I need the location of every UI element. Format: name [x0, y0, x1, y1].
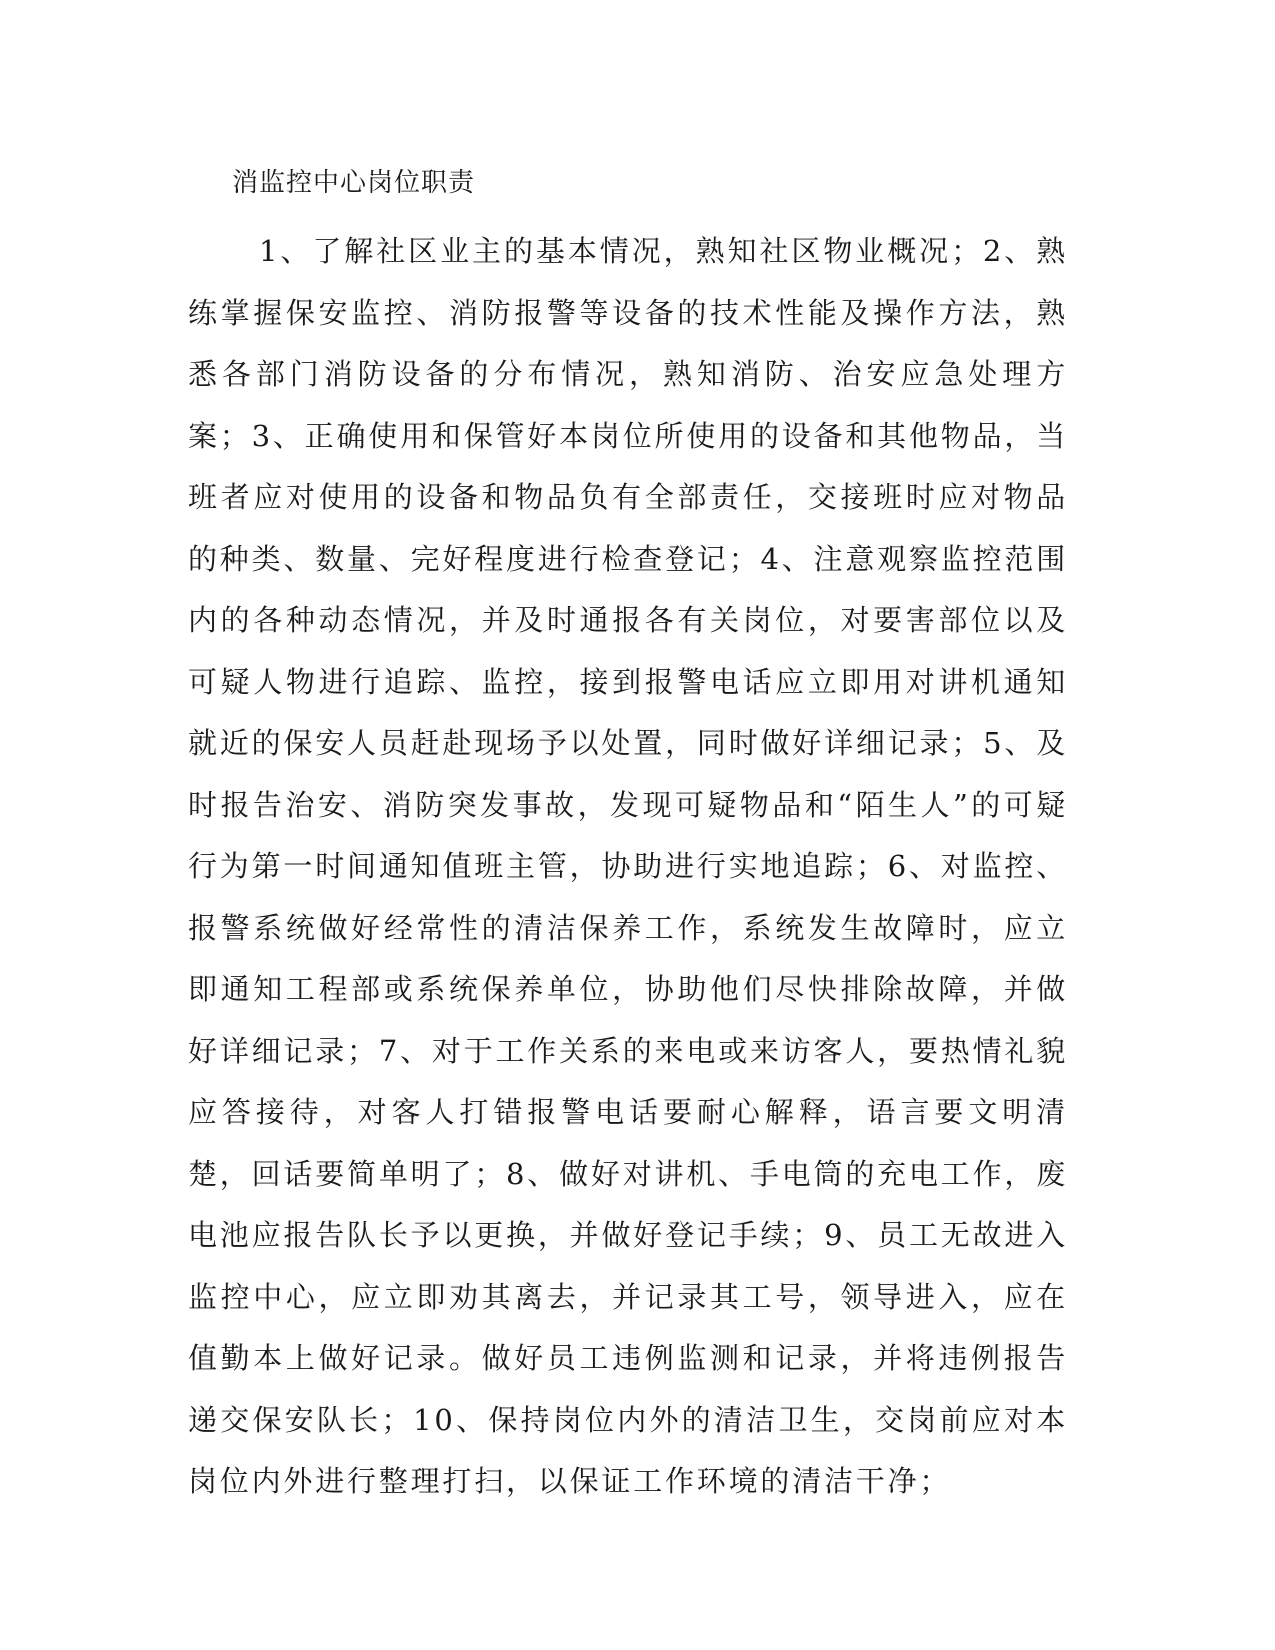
- document-body-paragraph: 1、了解社区业主的基本情况，熟知社区物业概况；2、熟练掌握保安监控、消防报警等设备的技术性能及操作方法，熟悉各部门消防设备的分布情况，熟知消防、治安应急处理方案；3、正确使用和保管好本岗位所使用的设备和其他物品，当班者应对使用的设备和物品负有全部责任，交接班时应对物品的种类、数量、完好程度进行检查登记；4、注意观察监控范围内的各种动态情况，并及时通报各有关岗位，对要害部位以及可疑人物进行追踪、监控，接到报警电话应立即用对讲机通知就近的保安人员赶赴现场予以处置，同时做好详细记录；5、及时报告治安、消防突发事故，发现可疑物品和“陌生人”的可疑行为第一时间通知值班主管，协助进行实地追踪；6、对监控、报警系统做好经常性的清洁保养工作，系统发生故障时，应立即通知工程部或系统保养单位，协助他们尽快排除故障，并做好详细记录；7、对于工作关系的来电或来访客人，要热情礼貌应答接待，对客人打错报警电话要耐心解释，语言要文明清楚，回话要简单明了；8、做好对讲机、手电筒的充电工作，废电池应报告队长予以更换，并做好登记手续；9、员工无故进入监控中心，应立即劝其离去，并记录其工号，领导进入，应在值勤本上做好记录。做好员工违例监测和记录，并将违例报告递交保安队长；10、保持岗位内外的清洁卫生，交岗前应对本岗位内外进行整理打扫，以保证工作环境的清洁干净；: [188, 234, 1068, 1498]
- document-title: 消监控中心岗位职责: [232, 168, 476, 198]
